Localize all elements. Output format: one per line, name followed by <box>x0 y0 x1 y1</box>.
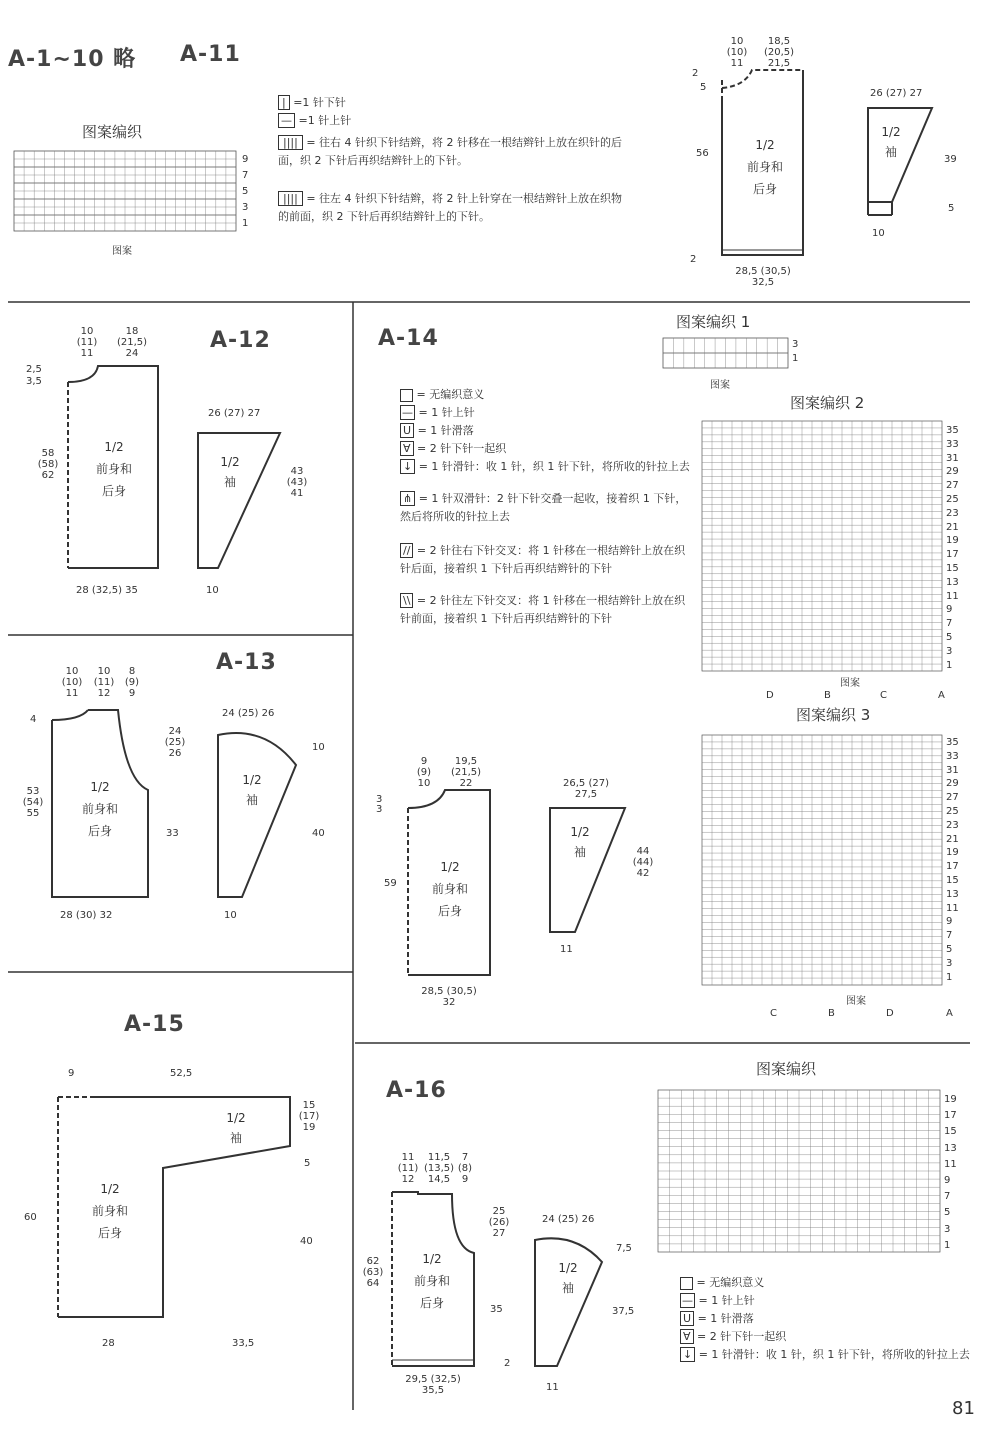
a11-body-hem: 2 <box>690 254 697 265</box>
a15-lower: 40 <box>300 1236 313 1247</box>
a16-lower: 35 <box>490 1304 503 1315</box>
a15-top-a: 9 <box>68 1068 75 1079</box>
legend-k2tog: ∀ = 2 针下针一起织 <box>680 1328 980 1346</box>
legend-right-cross: // = 2 针往右下针交叉：将 1 针移在一根结辫针上放在织针后面，接着织 1 下针后再织结辫针的下针 <box>400 544 686 575</box>
legend-purl: — = 1 针上针 <box>682 1294 755 1307</box>
legend-purl: — = 1 针上针 <box>402 406 475 419</box>
a11-body-height: 56 <box>696 148 709 159</box>
page-number: 81 <box>952 1398 975 1419</box>
a11-title: A-11 <box>180 42 241 67</box>
a11-sleeve-label: 1/2 袖 <box>881 125 901 159</box>
a14-body-top2: 19,5 (21,5) 22 <box>450 756 482 789</box>
a14-pattern2-rows: 35 33 31 29 27 25 23 21 19 17 15 13 11 9 7 5 3 1 <box>946 425 959 671</box>
a13-left: 4 <box>30 714 37 725</box>
a13-sleeve-shape <box>218 733 296 897</box>
a14-pattern2-title: 图案编织 2 <box>790 394 865 412</box>
a12-body-top1: 10 (11) 11 <box>76 326 98 359</box>
a14-pattern3-rows: 35 33 31 29 27 25 23 21 19 17 15 13 11 9 7 5 3 1 <box>946 737 959 983</box>
a15-sleeve-label: 1/2 袖 <box>226 1111 246 1145</box>
a16-sleeve-cap: 7,5 <box>616 1243 632 1254</box>
a14-legend <box>400 386 690 628</box>
a12-sleeve-bottom: 10 <box>206 585 219 596</box>
a12-body-top2: 18 (21,5) 24 <box>116 326 148 359</box>
legend-knit: | =1 针下针 <box>278 94 628 112</box>
a13-arm: 24 (25) 26 <box>164 726 186 759</box>
a13-body-bottom: 28 (30) 32 <box>60 910 113 921</box>
a12-sleeve-height: 43 (43) 41 <box>286 466 308 499</box>
a11-row-numbers: 9 7 5 3 1 <box>242 154 249 229</box>
a14-body-top1: 9 (9) 10 <box>416 756 432 789</box>
a14-sleeve-label: 1/2 袖 <box>570 825 590 859</box>
a14-pattern3-marker-b: B <box>828 1008 835 1019</box>
legend-blank: = 无编织意义 <box>680 1274 980 1292</box>
a12-sleeve-top: 26 (27) 27 <box>208 408 261 419</box>
a11-body-label: 1/2 前身和 后身 <box>746 138 783 196</box>
a16-pattern-title: 图案编织 <box>756 1060 817 1078</box>
a15-cuff2: 5 <box>304 1158 311 1169</box>
a16-body-height: 62 (63) 64 <box>362 1256 384 1289</box>
a13-body-top3: 8 (9) 9 <box>124 666 140 699</box>
a15-cuff: 15 (17) 19 <box>298 1100 320 1133</box>
a16-body-top2: 11,5 (13,5) 14,5 <box>423 1152 455 1185</box>
legend-drop: U = 1 针滑落 <box>400 422 690 440</box>
a16-sleeve-top: 24 (25) 26 <box>542 1214 595 1225</box>
a14-left-a: 3 <box>376 794 383 805</box>
a13-sleeve-cap: 10 <box>312 742 325 753</box>
legend-left-cable: |||| = 往左 4 针织下针结辫，将 2 针上针穿在一根结辫针上放在织物的前面，织 2 下针后再织结辫针上的下针。 <box>278 192 623 223</box>
a16-arm: 25 (26) 27 <box>488 1206 510 1239</box>
a11-sleeve-cuff: 5 <box>948 203 955 214</box>
legend-drop: U = 1 针滑落 <box>680 1310 980 1328</box>
a14-pattern2-label: 图案 <box>840 678 860 689</box>
legend-left-cross: \\ = 2 针往左下针交叉：将 1 针移在一根结辫针上放在织针前面，接着织 1 下针后再织结辫针的下针 <box>400 594 686 625</box>
a14-sleeve-top: 26,5 (27) 27,5 <box>563 778 609 800</box>
a16-title: A-16 <box>386 1078 447 1103</box>
legend-skp: ↓ = 1 针滑针：收 1 针，织 1 针下针，将所收的针拉上去 <box>400 458 690 476</box>
legend-blank: = 无编织意义 <box>400 386 690 404</box>
a16-legend <box>680 1274 980 1364</box>
a16-sleeve-label: 1/2 袖 <box>558 1261 578 1295</box>
a14-body-bottom: 28,5 (30,5) 32 <box>421 986 477 1008</box>
legend-skp: ↓ = 1 针滑针：收 1 针，织 1 针下针，将所收的针拉上去 <box>680 1346 980 1364</box>
a13-body-top2: 10 (11) 12 <box>93 666 115 699</box>
a14-pattern3-marker-c: C <box>770 1008 777 1019</box>
a12-left-b: 3,5 <box>26 376 42 387</box>
a16-sleeve-height: 37,5 <box>612 1306 635 1317</box>
a12-sleeve-label: 1/2 袖 <box>220 455 240 489</box>
a12-left-a: 2,5 <box>26 364 42 375</box>
a11-sleeve-bottom: 10 <box>872 228 885 239</box>
a11-body-left-b: 5 <box>700 82 707 93</box>
a14-sleeve-height: 44 (44) 42 <box>632 846 654 879</box>
a14-pattern3-marker-a: A <box>946 1008 953 1019</box>
a11-legend <box>278 94 628 226</box>
a14-pattern2-marker-b: B <box>824 690 831 701</box>
a14-pattern1-label: 图案 <box>710 380 730 391</box>
a16-body-top3: 7 (8) 9 <box>457 1152 473 1185</box>
a13-body-height: 53 (54) 55 <box>22 786 44 819</box>
a13-sleeve-bottom: 10 <box>224 910 237 921</box>
omitted-note: A-1~10 略 <box>8 47 137 72</box>
a12-body-label: 1/2 前身和 后身 <box>95 440 132 498</box>
a16-body-top1: 11 (11) 12 <box>397 1152 419 1185</box>
a14-pattern2-marker-d: D <box>766 690 774 701</box>
a14-left-b: 3 <box>376 804 383 815</box>
a14-body-label: 1/2 前身和 后身 <box>431 860 468 918</box>
a14-pattern3-marker-d: D <box>886 1008 894 1019</box>
legend-right-cable: |||| = 往右 4 针织下针结辫，将 2 针移在一根结辫针上放在织针的后面，织 2 下针后再织结辫针上的下针。 <box>278 136 623 167</box>
a13-title: A-13 <box>216 650 277 675</box>
a16-sleeve-bottom: 11 <box>546 1382 559 1393</box>
a14-pattern3-label: 图案 <box>846 996 866 1007</box>
legend-sk2p: ⋔ = 1 针双滑针：2 针下针交叠一起收，接着织 1 下针，然后将所收的针拉上去 <box>400 492 687 523</box>
legend-k2tog: ∀ = 2 针下针一起织 <box>400 440 690 458</box>
a16-body-label: 1/2 前身和 后身 <box>413 1252 450 1310</box>
a13-body-top1: 10 (10) 11 <box>61 666 83 699</box>
a15-top-b: 52,5 <box>170 1068 193 1079</box>
a15-body-label: 1/2 前身和 后身 <box>91 1182 128 1240</box>
a11-body-top1: 10 (10) 11 <box>726 36 748 69</box>
a11-body-top2: 18,5 (20,5) 21,5 <box>763 36 795 69</box>
a14-body-height: 59 <box>384 878 397 889</box>
a14-pattern2-marker-a: A <box>938 690 945 701</box>
a16-pattern-rows: 19 17 15 13 11 9 7 5 3 1 <box>944 1094 957 1251</box>
a11-pattern-label: 图案 <box>112 246 132 257</box>
a14-title: A-14 <box>378 326 439 351</box>
a15-bottom-a: 28 <box>102 1338 115 1349</box>
a12-body-height: 58 (58) 62 <box>37 448 59 481</box>
legend-purl: — =1 针上针 <box>278 112 628 130</box>
a15-title: A-15 <box>124 1012 185 1037</box>
a11-sleeve-top: 26 (27) 27 <box>870 88 923 99</box>
a15-height: 60 <box>24 1212 37 1223</box>
a14-pattern1-title: 图案编织 1 <box>676 313 751 331</box>
a13-sleeve-top: 24 (25) 26 <box>222 708 275 719</box>
a16-body-hem: 2 <box>504 1358 511 1369</box>
a14-sleeve-bottom: 11 <box>560 944 573 955</box>
a11-pattern-title: 图案编织 <box>82 123 143 141</box>
a13-body-label: 1/2 前身和 后身 <box>81 780 118 838</box>
a12-body-bottom: 28 (32,5) 35 <box>76 585 138 596</box>
a14-pattern1-rows: 3 1 <box>792 339 799 364</box>
a11-body-bottom: 28,5 (30,5) 32,5 <box>735 266 791 288</box>
a16-body-bottom: 29,5 (32,5) 35,5 <box>405 1374 461 1396</box>
a15-bottom-b: 33,5 <box>232 1338 255 1349</box>
a14-pattern3-title: 图案编织 3 <box>796 706 871 724</box>
a11-body-left-a: 2 <box>692 68 699 79</box>
a13-sleeve-label: 1/2 袖 <box>242 773 262 807</box>
a13-lower: 33 <box>166 828 179 839</box>
a13-sleeve-height: 40 <box>312 828 325 839</box>
a12-title: A-12 <box>210 328 271 353</box>
a14-pattern2-marker-c: C <box>880 690 887 701</box>
a11-sleeve-height: 39 <box>944 154 957 165</box>
